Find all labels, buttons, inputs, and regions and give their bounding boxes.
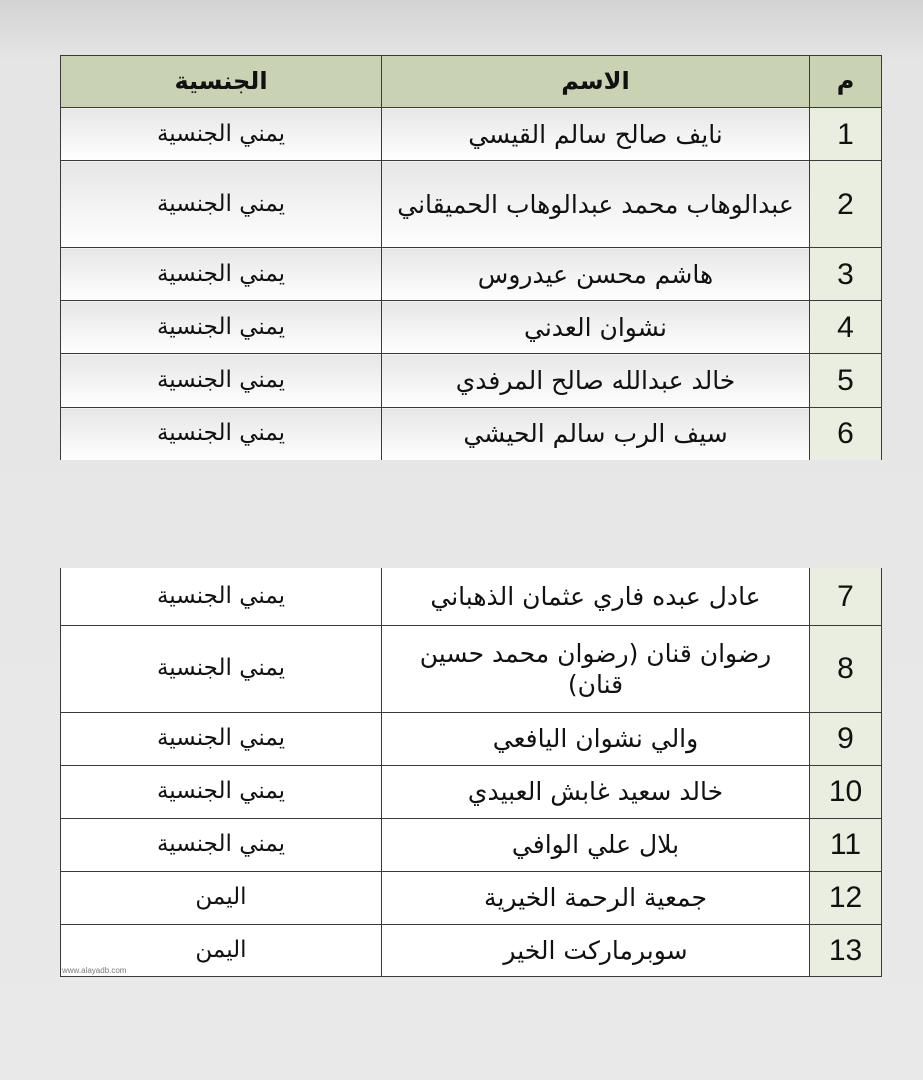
row-number: 7 (810, 568, 882, 625)
row-name: هاشم محسن عيدروس (382, 248, 810, 301)
table-row (61, 924, 882, 976)
row-name: رضوان قنان (رضوان محمد حسين قنان) (382, 625, 810, 712)
table-row (61, 108, 882, 161)
row-name: بلال علي الوافي (382, 818, 810, 871)
table-row (61, 625, 882, 712)
row-nationality: اليمن (61, 871, 382, 924)
table-row (61, 301, 882, 354)
row-number: 3 (810, 248, 882, 301)
row-name: جمعية الرحمة الخيرية (382, 871, 810, 924)
row-nationality: اليمن (61, 924, 382, 976)
table-row (61, 248, 882, 301)
row-nationality: يمني الجنسية (61, 354, 382, 408)
row-number: 1 (810, 108, 882, 161)
row-nationality: يمني الجنسية (61, 625, 382, 712)
row-number: 8 (810, 625, 882, 712)
table-row (61, 408, 882, 460)
header-number: م (810, 56, 882, 108)
row-nationality: يمني الجنسية (61, 712, 382, 765)
row-name: والي نشوان اليافعي (382, 712, 810, 765)
row-name: عادل عبده فاري عثمان الذهباني (382, 568, 810, 625)
row-name: نايف صالح سالم القيسي (382, 108, 810, 161)
row-number: 6 (810, 408, 882, 460)
table-row (61, 818, 882, 871)
row-number: 2 (810, 161, 882, 248)
row-number: 12 (810, 871, 882, 924)
row-number: 5 (810, 354, 882, 408)
row-nationality: يمني الجنسية (61, 765, 382, 818)
table-row (61, 354, 882, 408)
table-row (61, 712, 882, 765)
watermark-text: www.alayadb.com (62, 966, 127, 975)
row-number: 10 (810, 765, 882, 818)
row-number: 13 (810, 924, 882, 976)
table-row (61, 161, 882, 248)
row-name: سيف الرب سالم الحيشي (382, 408, 810, 460)
table-row (61, 765, 882, 818)
row-nationality: يمني الجنسية (61, 818, 382, 871)
row-nationality: يمني الجنسية (61, 568, 382, 625)
table-row (61, 568, 882, 625)
table-part-1 (60, 55, 881, 459)
header-row (61, 56, 882, 108)
row-name: نشوان العدني (382, 301, 810, 354)
row-nationality: يمني الجنسية (61, 301, 382, 354)
row-number: 4 (810, 301, 882, 354)
names-table-bottom (60, 568, 882, 977)
row-nationality: يمني الجنسية (61, 108, 382, 161)
header-nationality: الجنسية (61, 56, 382, 108)
row-nationality: يمني الجنسية (61, 408, 382, 460)
row-number: 11 (810, 818, 882, 871)
row-name: خالد عبدالله صالح المرفدي (382, 354, 810, 408)
row-name: عبدالوهاب محمد عبدالوهاب الحميقاني (382, 161, 810, 248)
header-name: الاسم (382, 56, 810, 108)
row-name: سوبرماركت الخير (382, 924, 810, 976)
row-name: خالد سعيد غابش العبيدي (382, 765, 810, 818)
row-number: 9 (810, 712, 882, 765)
row-nationality: يمني الجنسية (61, 161, 382, 248)
table-row (61, 871, 882, 924)
row-nationality: يمني الجنسية (61, 248, 382, 301)
names-table-top (60, 55, 882, 460)
table-part-2 (60, 568, 881, 976)
